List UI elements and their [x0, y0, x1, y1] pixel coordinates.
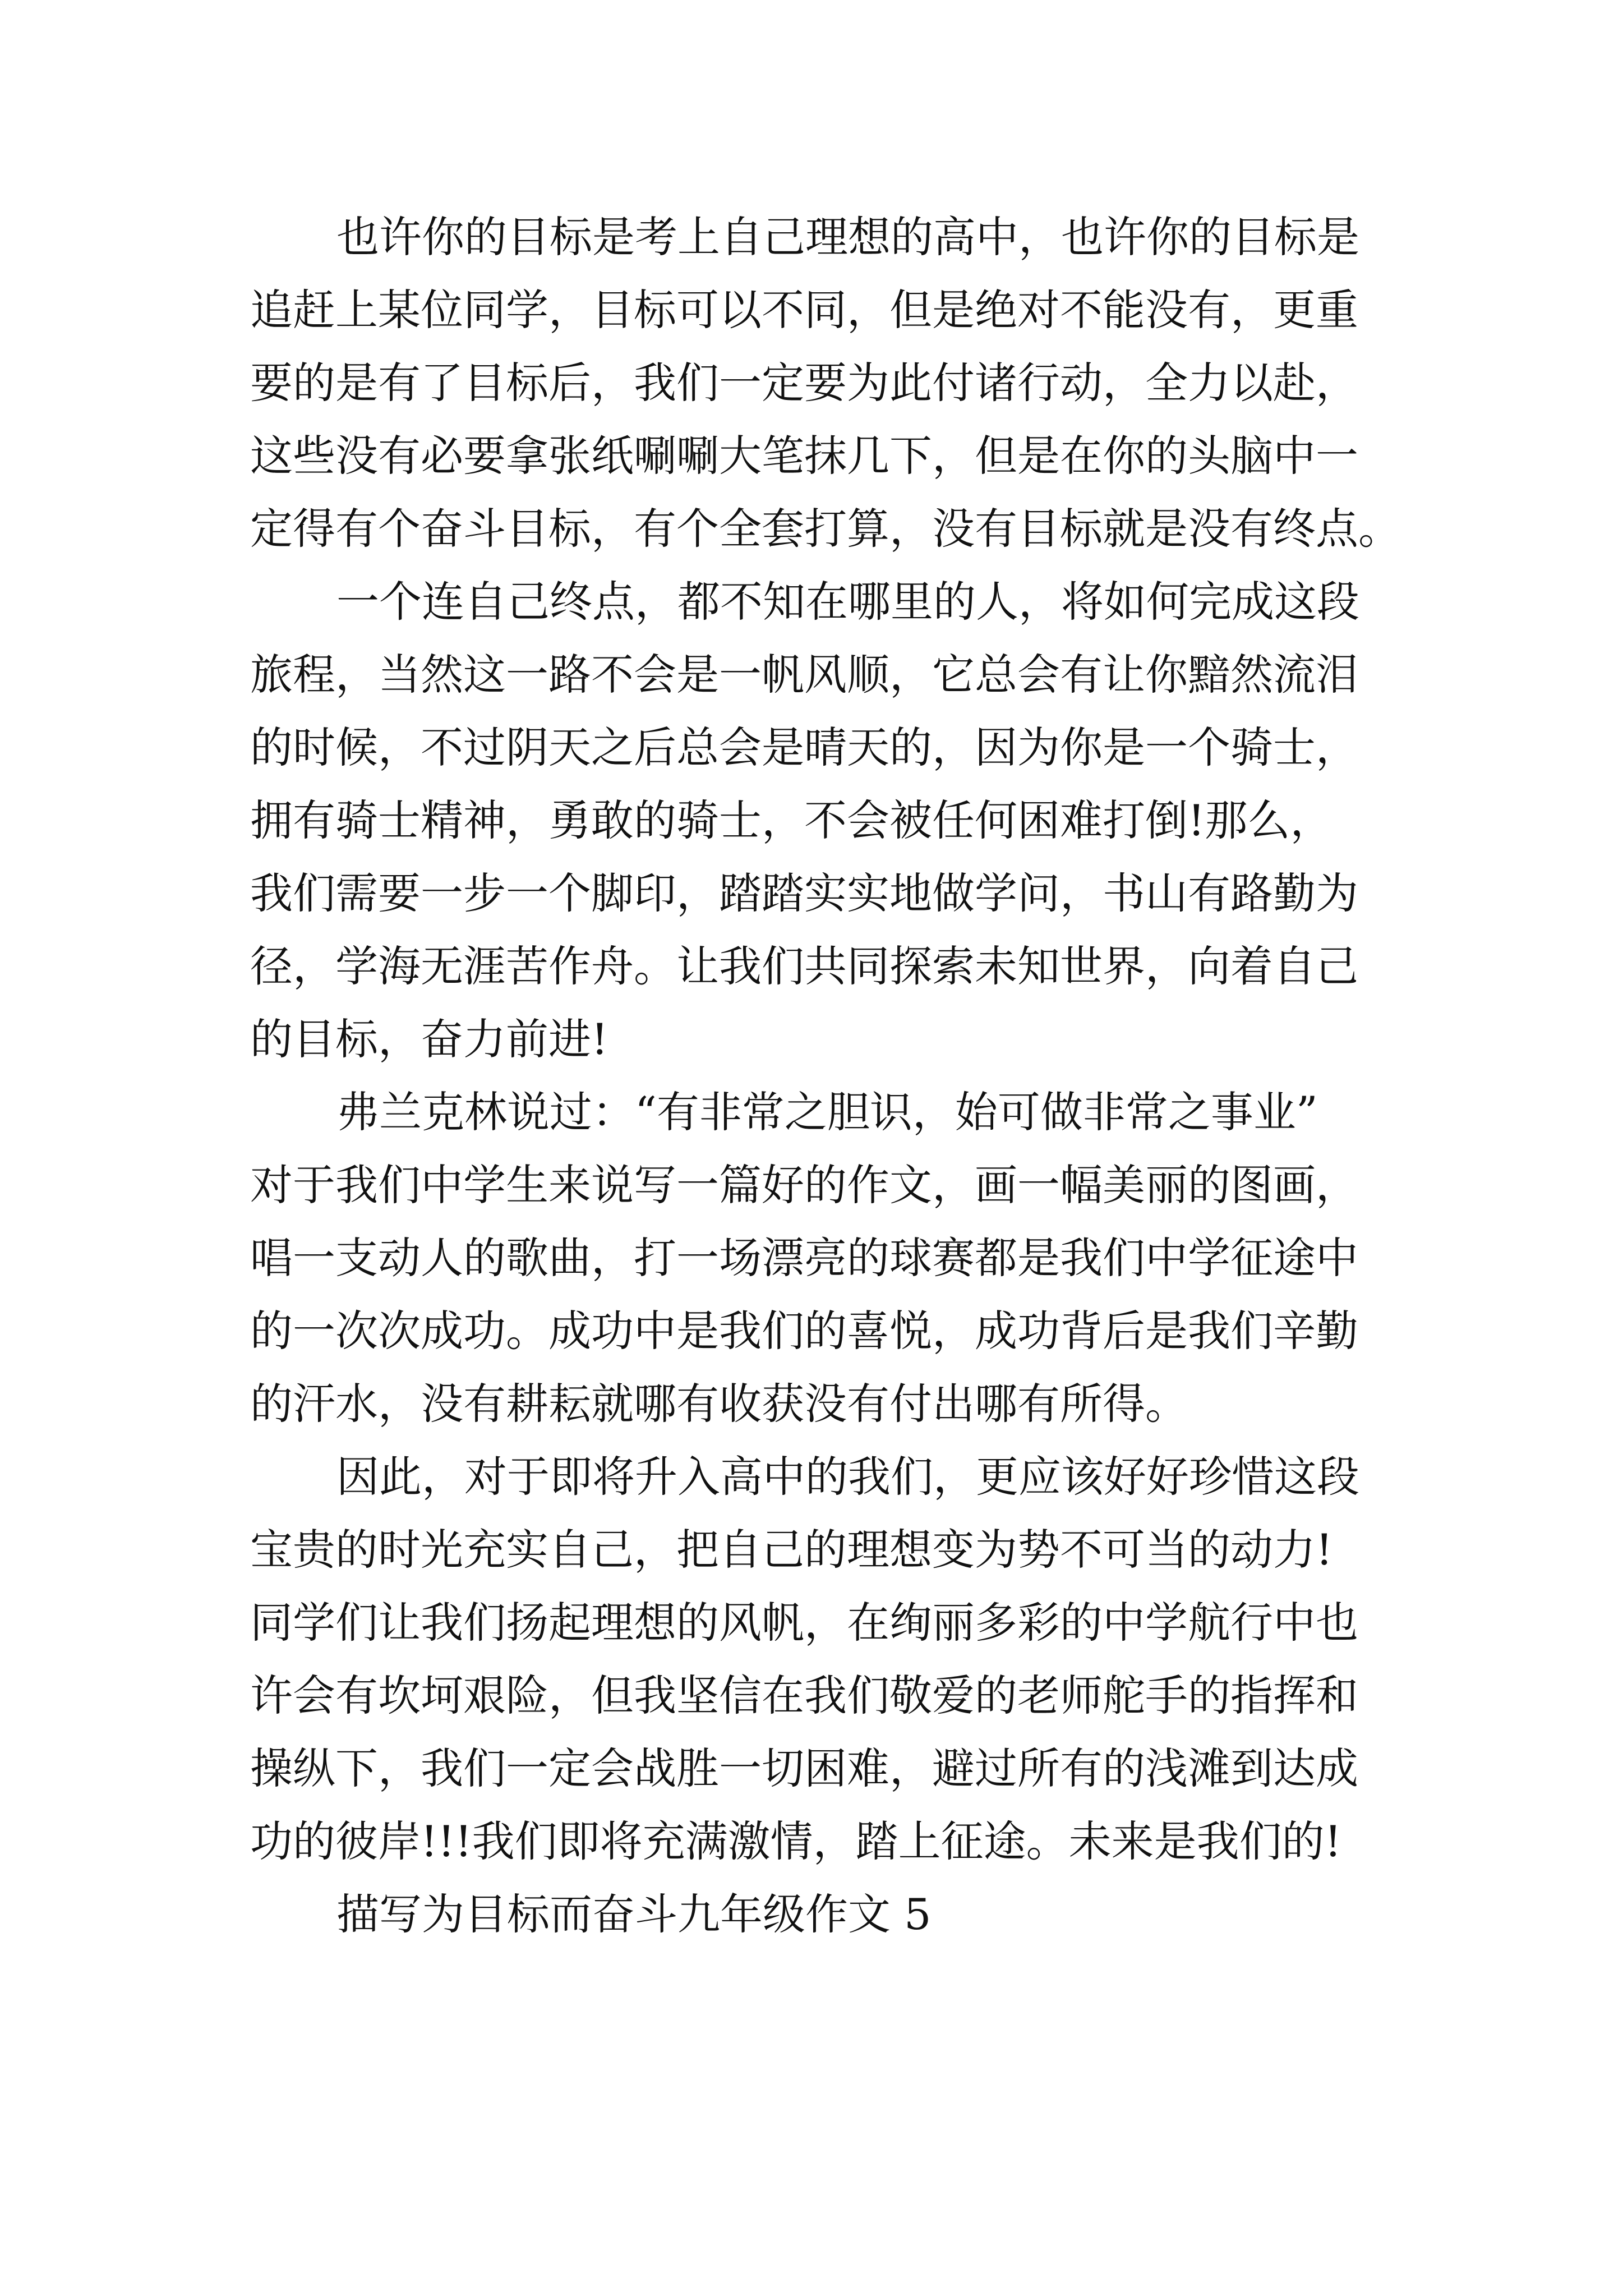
text-line: 因此，对于即将升入高中的我们，更应该好好珍惜这段	[336, 1452, 1359, 1502]
section-heading	[250, 1878, 1383, 1951]
text-line: 的汗水，没有耕耘就哪有收获没有付出哪有所得。	[250, 1379, 1188, 1429]
text-line: 定得有个奋斗目标，有个全套打算，没有目标就是没有终点。	[250, 504, 1401, 554]
paragraph-1	[250, 201, 1401, 565]
text-line: 旅程，当然这一路不会是一帆风顺，它总会有让你黯然流泪	[250, 650, 1358, 700]
text-line: 对于我们中学生来说写一篇好的作文，画一幅美丽的图画，	[250, 1160, 1358, 1210]
text-line: 追赶上某位同学，目标可以不同，但是绝对不能没有，更重	[250, 285, 1358, 335]
document-body	[250, 201, 1401, 1951]
text-line: 功的彼岸!!!我们即将充满激情，踏上征途。未来是我们的!	[250, 1816, 1342, 1866]
text-line: 同学们让我们扬起理想的风帆，在绚丽多彩的中学航行中也	[250, 1598, 1358, 1648]
text-line: 径，学海无涯苦作舟。让我们共同探索未知世界，向着自己	[250, 941, 1358, 991]
text-line: 也许你的目标是考上自己理想的高中，也许你的目标是	[336, 212, 1359, 262]
text-line: 许会有坎坷艰险，但我坚信在我们敬爱的老师舵手的指挥和	[250, 1671, 1358, 1720]
text-line: 描写为目标而奋斗九年级作文 5	[336, 1889, 932, 1939]
text-line: 的时候，不过阴天之后总会是晴天的，因为你是一个骑士，	[250, 723, 1358, 772]
text-line: 唱一支动人的歌曲，打一场漂亮的球赛都是我们中学征途中	[250, 1233, 1358, 1283]
text-line: 宝贵的时光充实自己，把自己的理想变为势不可当的动力!	[250, 1525, 1333, 1575]
paragraph-3	[250, 1076, 1383, 1441]
text-line: 一个连自己终点，都不知在哪里的人，将如何完成这段	[336, 577, 1359, 627]
paragraph-4	[250, 1441, 1383, 1878]
paragraph-2	[250, 565, 1383, 1076]
text-line: 的一次次成功。成功中是我们的喜悦，成功背后是我们辛勤	[250, 1306, 1358, 1356]
text-line: 拥有骑士精神，勇敢的骑士，不会被任何困难打倒!那么，	[250, 795, 1333, 845]
text-line: 的目标，奋力前进!	[250, 1014, 608, 1064]
text-line: 要的是有了目标后，我们一定要为此付诸行动，全力以赴，	[250, 358, 1358, 408]
text-line: 我们需要一步一个脚印，踏踏实实地做学问，书山有路勤为	[250, 868, 1358, 918]
text-line: 这些没有必要拿张纸唰唰大笔抹几下，但是在你的头脑中一	[250, 431, 1358, 481]
text-line: 操纵下，我们一定会战胜一切困难，避过所有的浅滩到达成	[250, 1743, 1358, 1793]
text-line: 弗兰克林说过：“有非常之胆识，始可做非常之事业”	[336, 1087, 1318, 1137]
